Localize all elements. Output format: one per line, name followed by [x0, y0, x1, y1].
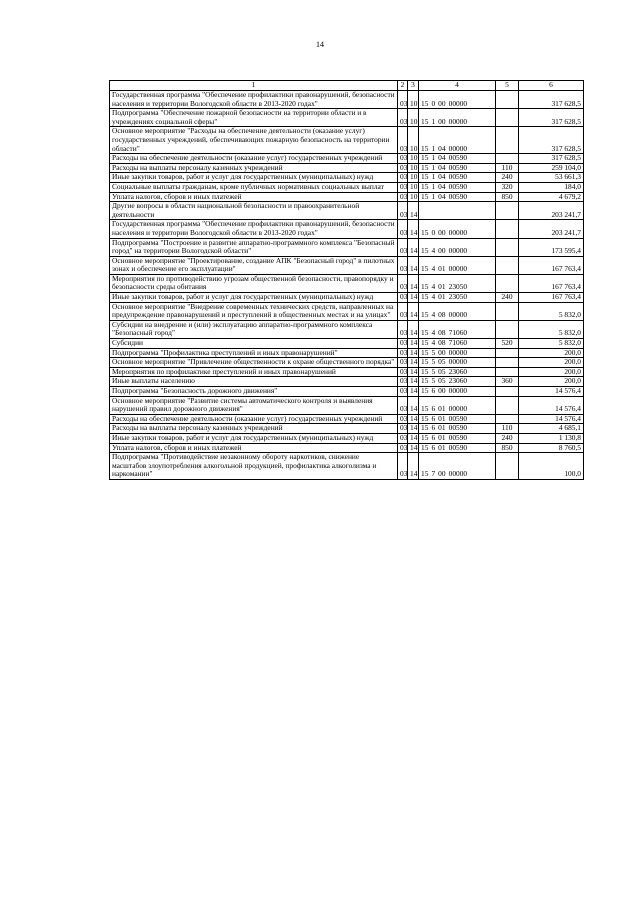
cell-target-article: 15 4 08 71060 [419, 320, 496, 338]
cell-section: 03 [398, 182, 408, 192]
cell-target-article: 15 7 00 00000 [419, 453, 496, 480]
cell-expense-type: 240 [496, 433, 519, 443]
table-row [110, 302, 584, 320]
table-row [110, 396, 584, 414]
cell-name: Государственная программа "Обеспечение профилактики правонарушений, безопасности населения и территории Вологодской области в 2013-2020 годах" [110, 91, 398, 109]
cell-expense-type [496, 154, 519, 164]
cell-target-article: 15 0 00 00000 [419, 220, 496, 238]
cell-section: 03 [398, 256, 408, 274]
cell-subsection: 14 [408, 256, 419, 274]
cell-amount: 53 661,3 [519, 173, 584, 183]
cell-amount: 4 679,2 [519, 192, 584, 202]
cell-section: 03 [398, 387, 408, 397]
cell-section: 03 [398, 274, 408, 292]
table-row [110, 127, 584, 154]
cell-amount: 14 576,4 [519, 387, 584, 397]
table-row [110, 293, 584, 303]
cell-subsection: 10 [408, 154, 419, 164]
cell-subsection: 14 [408, 358, 419, 368]
cell-expense-type: 360 [496, 377, 519, 387]
cell-section: 03 [398, 173, 408, 183]
cell-target-article: 15 0 00 00000 [419, 91, 496, 109]
cell-expense-type [496, 256, 519, 274]
cell-section: 03 [398, 453, 408, 480]
cell-amount: 5 832,0 [519, 320, 584, 338]
cell-name: Мероприятия по профилактике преступлений и иных правонарушений [110, 367, 398, 377]
cell-amount: 200,0 [519, 358, 584, 368]
cell-amount: 5 832,0 [519, 302, 584, 320]
cell-section: 03 [398, 192, 408, 202]
cell-target-article: 15 1 00 00000 [419, 109, 496, 127]
table-row [110, 339, 584, 349]
cell-target-article: 15 6 01 00590 [419, 443, 496, 453]
header-col-subsection: 3 [408, 81, 419, 91]
cell-subsection: 14 [408, 220, 419, 238]
cell-amount: 184,0 [519, 182, 584, 192]
table-row [110, 453, 584, 480]
cell-subsection: 14 [408, 348, 419, 358]
cell-name: Расходы на выплаты персоналу казенных учреждений [110, 424, 398, 434]
cell-section: 03 [398, 154, 408, 164]
cell-subsection: 14 [408, 387, 419, 397]
cell-target-article: 15 1 04 00590 [419, 173, 496, 183]
cell-expense-type [496, 348, 519, 358]
cell-subsection: 14 [408, 377, 419, 387]
cell-name: Подпрограмма "Безопасность дорожного движения" [110, 387, 398, 397]
cell-name: Расходы на обеспечение деятельности (оказание услуг) государственных учреждений [110, 414, 398, 424]
cell-amount: 5 832,0 [519, 339, 584, 349]
header-col-amount: 6 [519, 81, 584, 91]
cell-expense-type: 850 [496, 443, 519, 453]
cell-target-article: 15 6 01 00000 [419, 396, 496, 414]
cell-expense-type: 110 [496, 424, 519, 434]
cell-amount: 14 576,4 [519, 396, 584, 414]
cell-section: 03 [398, 396, 408, 414]
cell-subsection: 14 [408, 453, 419, 480]
cell-amount: 259 104,0 [519, 163, 584, 173]
cell-target-article: 15 5 05 00000 [419, 358, 496, 368]
cell-expense-type: 240 [496, 293, 519, 303]
cell-name: Государственная программа "Обеспечение профилактики правонарушений, безопасности населения и территории Вологодской области в 2013-2020 годах" [110, 220, 398, 238]
cell-target-article: 15 4 01 23050 [419, 274, 496, 292]
header-col-expense-type: 5 [496, 81, 519, 91]
cell-name: Субсидии на внедрение и (или) эксплуатацию аппаратно-программного комплекса "Безопасный город" [110, 320, 398, 338]
cell-expense-type [496, 358, 519, 368]
cell-name: Иные закупки товаров, работ и услуг для государственных (муниципальных) нужд [110, 173, 398, 183]
cell-name: Основное мероприятие "Привлечение общественности к охране общественного порядка" [110, 358, 398, 368]
cell-expense-type [496, 220, 519, 238]
cell-name: Иные закупки товаров, работ и услуг для государственных (муниципальных) нужд [110, 433, 398, 443]
cell-target-article: 15 6 00 00000 [419, 387, 496, 397]
cell-name: Подпрограмма "Построение и развитие аппаратно-программного комплекса "Безопасный город" на территории Вологодской области" [110, 238, 398, 256]
cell-target-article: 15 6 01 00590 [419, 424, 496, 434]
cell-amount: 14 576,4 [519, 414, 584, 424]
cell-subsection: 10 [408, 109, 419, 127]
cell-expense-type [496, 387, 519, 397]
table-row [110, 202, 584, 220]
cell-expense-type [496, 453, 519, 480]
cell-name: Другие вопросы в области национальной безопасности и правоохранительной деятельности [110, 202, 398, 220]
cell-expense-type [496, 396, 519, 414]
header-col-name: 1 [110, 81, 398, 91]
cell-name: Подпрограмма "Противодействие незаконному обороту наркотиков, снижение масштабов злоупотребления алкогольной продукцией, профилактика алкоголизма и наркомании" [110, 453, 398, 480]
cell-expense-type: 240 [496, 173, 519, 183]
cell-amount: 4 685,1 [519, 424, 584, 434]
cell-name: Социальные выплаты гражданам, кроме публичных нормативных социальных выплат [110, 182, 398, 192]
cell-subsection: 14 [408, 274, 419, 292]
table-row [110, 238, 584, 256]
cell-section: 03 [398, 433, 408, 443]
table-row [110, 387, 584, 397]
cell-expense-type [496, 274, 519, 292]
header-row [110, 81, 584, 91]
cell-subsection: 14 [408, 202, 419, 220]
cell-name: Основное мероприятие "Расходы на обеспечение деятельности (оказание услуг) государственных учреждений, обеспечивающих пожарную безопасность на территории области" [110, 127, 398, 154]
table-row [110, 109, 584, 127]
table-row [110, 256, 584, 274]
cell-amount: 167 763,4 [519, 293, 584, 303]
cell-subsection: 14 [408, 339, 419, 349]
cell-subsection: 10 [408, 163, 419, 173]
cell-amount: 200,0 [519, 377, 584, 387]
cell-section: 03 [398, 367, 408, 377]
cell-target-article: 15 6 01 00590 [419, 414, 496, 424]
cell-target-article: 15 4 01 23050 [419, 293, 496, 303]
header-col-target-article: 4 [419, 81, 496, 91]
cell-amount: 1 130,8 [519, 433, 584, 443]
cell-expense-type [496, 238, 519, 256]
cell-amount: 317 628,5 [519, 109, 584, 127]
cell-expense-type: 850 [496, 192, 519, 202]
cell-name: Мероприятия по противодействию угрозам общественной безопасности, правопорядку и безопасности среды обитания [110, 274, 398, 292]
cell-name: Субсидии [110, 339, 398, 349]
cell-target-article: 15 6 01 00590 [419, 433, 496, 443]
cell-name: Подпрограмма "Профилактика преступлений и иных правонарушений" [110, 348, 398, 358]
cell-target-article: 15 4 01 00000 [419, 256, 496, 274]
cell-subsection: 14 [408, 443, 419, 453]
cell-name: Расходы на выплаты персоналу казенных учреждений [110, 163, 398, 173]
cell-target-article: 15 1 04 00000 [419, 127, 496, 154]
cell-amount: 200,0 [519, 367, 584, 377]
cell-section: 03 [398, 302, 408, 320]
table-row [110, 274, 584, 292]
table-row [110, 91, 584, 109]
cell-expense-type [496, 127, 519, 154]
cell-section: 03 [398, 348, 408, 358]
cell-section: 03 [398, 202, 408, 220]
cell-section: 03 [398, 424, 408, 434]
cell-subsection: 14 [408, 293, 419, 303]
cell-expense-type: 110 [496, 163, 519, 173]
cell-amount: 173 595,4 [519, 238, 584, 256]
table-row [110, 154, 584, 164]
table-body [110, 91, 584, 480]
cell-subsection: 10 [408, 91, 419, 109]
cell-section: 03 [398, 109, 408, 127]
cell-expense-type [496, 109, 519, 127]
cell-name: Иные закупки товаров, работ и услуг для государственных (муниципальных) нужд [110, 293, 398, 303]
cell-expense-type [496, 91, 519, 109]
cell-name: Иные выплаты населению [110, 377, 398, 387]
cell-target-article: 15 5 00 00000 [419, 348, 496, 358]
cell-subsection: 14 [408, 396, 419, 414]
cell-name: Расходы на обеспечение деятельности (оказание услуг) государственных учреждений [110, 154, 398, 164]
cell-target-article: 15 5 05 23060 [419, 367, 496, 377]
cell-section: 03 [398, 293, 408, 303]
cell-section: 03 [398, 339, 408, 349]
table-row [110, 358, 584, 368]
cell-name: Уплата налогов, сборов и иных платежей [110, 443, 398, 453]
table-row [110, 433, 584, 443]
cell-name: Основное мероприятие "Развитие системы автоматического контроля и выявления нарушений правил дорожного движения" [110, 396, 398, 414]
page-number: 14 [316, 40, 324, 49]
cell-section: 03 [398, 163, 408, 173]
cell-subsection: 10 [408, 127, 419, 154]
cell-amount: 200,0 [519, 348, 584, 358]
cell-target-article: 15 5 05 23060 [419, 377, 496, 387]
cell-section: 03 [398, 443, 408, 453]
cell-section: 03 [398, 220, 408, 238]
header-col-section: 2 [398, 81, 408, 91]
cell-amount: 100,0 [519, 453, 584, 480]
cell-subsection: 14 [408, 414, 419, 424]
cell-amount: 317 628,5 [519, 127, 584, 154]
cell-target-article [419, 202, 496, 220]
cell-section: 03 [398, 377, 408, 387]
table-row [110, 320, 584, 338]
cell-section: 03 [398, 414, 408, 424]
cell-subsection: 14 [408, 424, 419, 434]
cell-target-article: 15 1 04 00590 [419, 182, 496, 192]
table-row [110, 220, 584, 238]
cell-target-article: 15 4 08 00000 [419, 302, 496, 320]
cell-subsection: 14 [408, 320, 419, 338]
cell-section: 03 [398, 358, 408, 368]
cell-amount: 317 628,5 [519, 91, 584, 109]
cell-amount: 167 763,4 [519, 256, 584, 274]
cell-amount: 167 763,4 [519, 274, 584, 292]
cell-subsection: 14 [408, 433, 419, 443]
cell-name: Подпрограмма "Обеспечение пожарной безопасности на территории области и в учреждениях социальной сферы" [110, 109, 398, 127]
cell-subsection: 10 [408, 192, 419, 202]
cell-expense-type [496, 202, 519, 220]
cell-expense-type: 520 [496, 339, 519, 349]
table-row [110, 173, 584, 183]
cell-expense-type [496, 302, 519, 320]
table-row [110, 182, 584, 192]
cell-name: Основное мероприятие "Проектирование, создание АПК "Безопасный город" в пилотных зонах и обеспечение его эксплуатации" [110, 256, 398, 274]
cell-amount: 8 760,5 [519, 443, 584, 453]
cell-subsection: 14 [408, 367, 419, 377]
cell-amount: 317 628,5 [519, 154, 584, 164]
cell-amount: 203 241,7 [519, 202, 584, 220]
cell-target-article: 15 1 04 00590 [419, 192, 496, 202]
cell-section: 03 [398, 127, 408, 154]
cell-subsection: 10 [408, 182, 419, 192]
cell-amount: 203 241,7 [519, 220, 584, 238]
cell-target-article: 15 4 00 00000 [419, 238, 496, 256]
cell-target-article: 15 1 04 00590 [419, 163, 496, 173]
cell-section: 03 [398, 238, 408, 256]
cell-target-article: 15 4 08 71060 [419, 339, 496, 349]
cell-expense-type: 320 [496, 182, 519, 192]
cell-section: 03 [398, 91, 408, 109]
cell-section: 03 [398, 320, 408, 338]
cell-target-article: 15 1 04 00590 [419, 154, 496, 164]
cell-name: Уплата налогов, сборов и иных платежей [110, 192, 398, 202]
cell-expense-type [496, 320, 519, 338]
cell-subsection: 14 [408, 238, 419, 256]
cell-subsection: 14 [408, 302, 419, 320]
cell-subsection: 10 [408, 173, 419, 183]
budget-table [109, 80, 584, 480]
cell-name: Основное мероприятие "Внедрение современных технических средств, направленных на предупреждение правонарушений и преступлений в общественных местах и на улицах" [110, 302, 398, 320]
